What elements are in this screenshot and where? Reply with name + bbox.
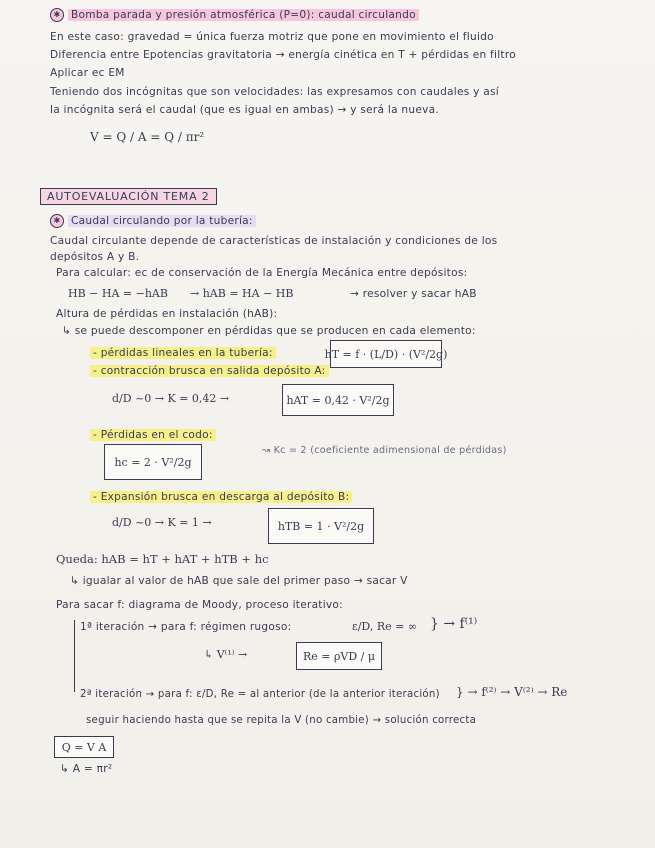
- energy-eq-1: HB − HA = −hAB: [68, 287, 168, 300]
- iteration-bracket-line: [74, 620, 75, 692]
- moody-line: Para sacar f: diagrama de Moody, proceso iterativo:: [56, 599, 343, 611]
- area-formula: ↳ A = πr²: [60, 763, 113, 775]
- energy-eq-2: → hAB = HA − HB: [190, 287, 294, 300]
- expansion-k-eq: d/D ~0 → K = 1 →: [112, 516, 212, 529]
- section2-title: AUTOEVALUACIÓN TEMA 2: [40, 188, 217, 205]
- reynolds-formula: Re = ρVD / μ: [296, 642, 382, 670]
- loss-contraction-label: - contracción brusca en salida depósito A:: [90, 364, 329, 378]
- asterisk-icon: ✱: [50, 214, 64, 228]
- elbow-coefficient-note: ↝ Kc = 2 (coeficiente adimensional de pérdidas): [262, 445, 507, 456]
- total-loss-eq: Queda: hAB = hT + hAT + hTB + hc: [56, 552, 269, 566]
- sec1-line2: Diferencia entre Epotencias gravitatoria → energía cinética en T + pérdidas en filtro: [50, 49, 516, 61]
- loss-expansion-label: - Expansión brusca en descarga al depósito B:: [90, 490, 352, 504]
- section1-title: ✱ Bomba parada y presión atmosférica (P=0): caudal circulando: [50, 8, 419, 22]
- sec2-heading: ✱ Caudal circulando por la tubería:: [50, 214, 256, 228]
- energy-eq-3: → resolver y sacar hAB: [350, 288, 477, 300]
- iteration1-params: ε/D, Re = ∞: [352, 620, 417, 633]
- sec1-line5: la incógnita será el caudal (que es igual en ambas) → y será la nueva.: [50, 104, 440, 116]
- sec2-line2: depósitos A y B.: [50, 251, 140, 263]
- iteration2-line: 2ª iteración → para f: ε/D, Re = al anterior (de la anterior iteración): [80, 689, 440, 700]
- equate-note: ↳ igualar al valor de hAB que sale del primer paso → sacar V: [70, 575, 408, 587]
- sec2-line4: Altura de pérdidas en instalación (hAB):: [56, 308, 278, 320]
- iteration1-velocity: ↳ V⁽¹⁾ →: [204, 648, 248, 661]
- iteration1-line: 1ª iteración → para f: régimen rugoso:: [80, 621, 292, 633]
- loss-linear-label: - pérdidas lineales en la tubería:: [90, 346, 276, 360]
- sec1-line4: Teniendo dos incógnitas que son velocidades: las expresamos con caudales y así: [50, 86, 499, 98]
- sec1-line1: En este caso: gravedad = única fuerza motriz que pone en movimiento el fluido: [50, 31, 494, 43]
- sec1-line3: Aplicar ec EM: [50, 67, 125, 79]
- loss-expansion-formula: hTB = 1 · V²/2g: [268, 508, 374, 544]
- sec2-line5: ↳ se puede descomponer en pérdidas que se producen en cada elemento:: [62, 325, 476, 337]
- loss-elbow-formula: hc = 2 · V²/2g: [104, 444, 202, 480]
- loss-contraction-formula: hAT = 0,42 · V²/2g: [282, 384, 394, 416]
- loss-linear-formula: hT = f · (L/D) · (V²/2g): [330, 340, 442, 368]
- iteration2-result: } → f⁽²⁾ → V⁽²⁾ → Re: [456, 685, 568, 699]
- repeat-note: seguir haciendo hasta que se repita la V (no cambie) → solución correcta: [86, 715, 477, 726]
- sec2-line3: Para calcular: ec de conservación de la Energía Mecánica entre depósitos:: [56, 267, 468, 279]
- loss-elbow-label: - Pérdidas en el codo:: [90, 428, 216, 442]
- iteration1-result: } → f⁽¹⁾: [430, 616, 478, 632]
- asterisk-icon: ✱: [50, 8, 64, 22]
- sec1-velocity-eq: V = Q / A = Q / πr²: [90, 130, 205, 144]
- contraction-k-eq: d/D ~0 → K = 0,42 →: [112, 392, 230, 405]
- flow-formula: Q = V A: [54, 736, 114, 758]
- sec2-line1: Caudal circulante depende de características de instalación y condiciones de los: [50, 235, 498, 247]
